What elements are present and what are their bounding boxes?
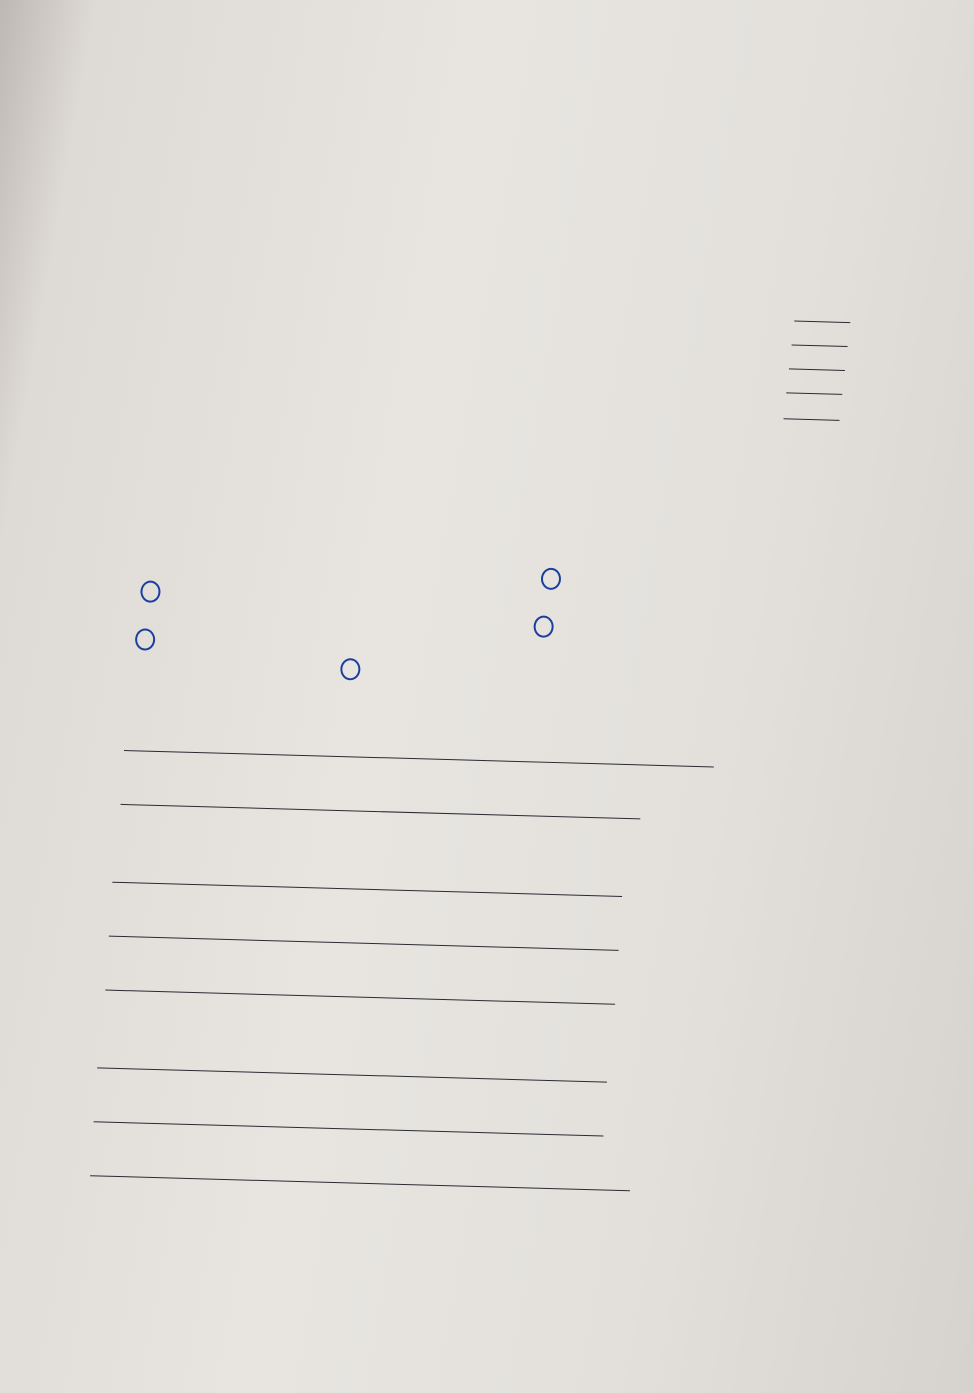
answer-line: [109, 936, 619, 951]
answer-line: [789, 368, 845, 371]
answer-line: [105, 990, 615, 1005]
answer-line: [784, 418, 840, 421]
answer-line: [120, 804, 640, 820]
circled-answer-mark: [340, 658, 361, 681]
circled-answer-mark: [533, 615, 554, 638]
circled-answer-mark: [140, 580, 161, 603]
worksheet-content: [5, 27, 945, 1312]
answer-line: [794, 321, 850, 324]
answer-line: [786, 392, 842, 395]
answer-line: [792, 344, 848, 347]
answer-line: [94, 1121, 604, 1136]
answer-line: [112, 882, 622, 897]
answer-line: [97, 1067, 607, 1082]
answer-line: [90, 1175, 630, 1191]
circled-answer-mark: [541, 568, 562, 591]
answer-line: [124, 750, 714, 767]
circled-answer-mark: [135, 628, 156, 651]
